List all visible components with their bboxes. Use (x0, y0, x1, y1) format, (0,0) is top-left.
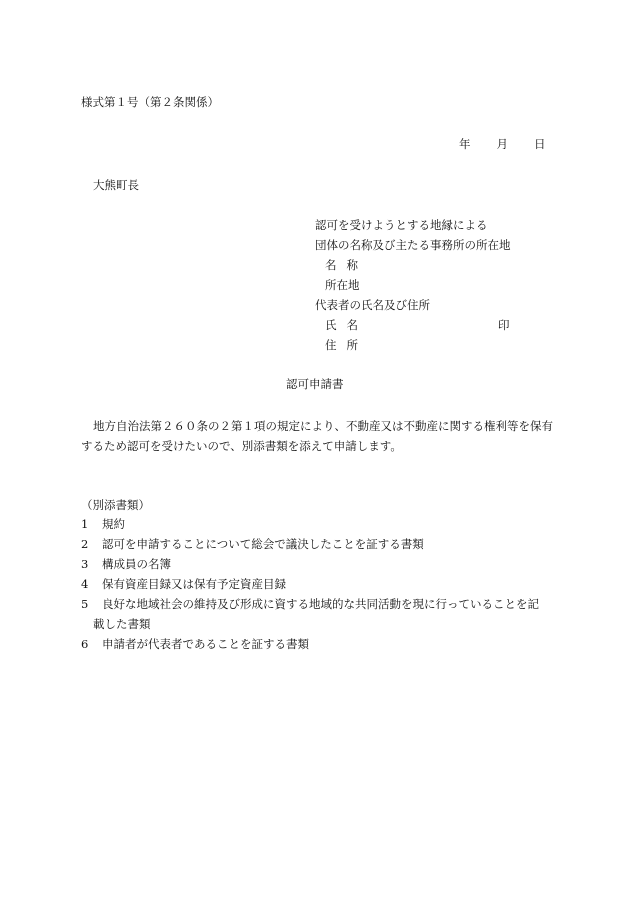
attachment-text: 良好な地域社会の維持及び形成に資する地域的な共同活動を現に行っていることを記 (102, 597, 539, 611)
attachment-text: 認可を申請することについて総会で議決したことを証する書類 (102, 537, 424, 551)
document-title: 認可申請書 (286, 377, 344, 391)
applicant-address-label: 所在地 (325, 278, 360, 292)
attachment-number: 6 (81, 637, 89, 651)
attachment-text: 保有資産目録又は保有予定資産目録 (102, 577, 286, 591)
applicant-heading-line2: 団体の名称及び主たる事務所の所在地 (315, 238, 511, 252)
applicant-heading-line1: 認可を受けようとする地縁による (315, 218, 488, 232)
seal-mark: 印 (498, 318, 510, 332)
representative-name-label: 氏名 (325, 318, 368, 332)
attachment-number: 5 (81, 597, 89, 611)
attachment-number: 1 (81, 517, 89, 531)
attachment-text: 申請者が代表者であることを証する書類 (102, 637, 309, 651)
attachments-heading: （別添書類） (81, 498, 150, 512)
date-year: 年 (459, 137, 471, 151)
form-number: 様式第１号（第２条関係） (81, 95, 219, 109)
date-month: 月 (496, 137, 508, 151)
attachment-item (81, 534, 556, 554)
body-paragraph: 地方自治法第２６０条の２第１項の規定により、不動産又は不動産に関する権利等を保有するため認可を受けたいので、別添書類を添えて申請します。 (81, 419, 553, 453)
attachment-number: 3 (81, 557, 89, 571)
attachment-item (81, 514, 556, 534)
attachment-item (81, 634, 556, 654)
attachment-item (81, 574, 556, 594)
date-day: 日 (534, 137, 546, 151)
attachment-text-continued: 載した書類 (93, 617, 151, 631)
date-line (459, 139, 546, 151)
representative-heading: 代表者の氏名及び住所 (315, 298, 430, 312)
attachment-number: 2 (81, 537, 89, 551)
applicant-name-label: 名称 (325, 258, 368, 272)
attachment-text: 規約 (102, 517, 125, 531)
attachment-item (81, 554, 556, 574)
recipient: 大熊町長 (93, 178, 139, 192)
attachment-item (81, 594, 556, 634)
representative-address-label: 住所 (325, 338, 368, 352)
attachment-number: 4 (81, 577, 89, 591)
attachment-text: 構成員の名簿 (102, 557, 171, 571)
